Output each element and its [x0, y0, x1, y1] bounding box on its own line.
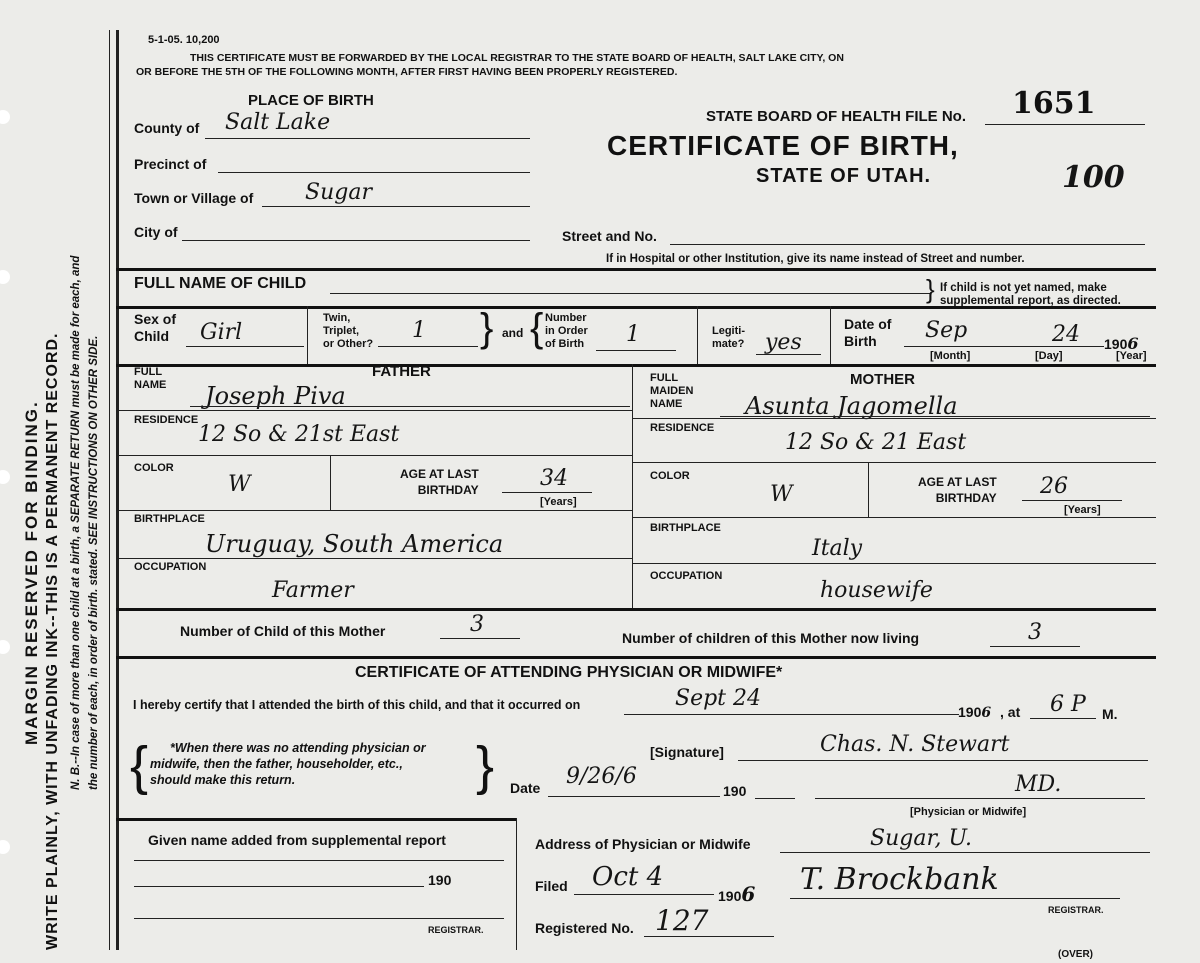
filed-value: Oct 4	[592, 862, 664, 892]
supplemental-year: 190	[428, 872, 452, 888]
father-age-value: 34	[540, 466, 568, 491]
legitimate-value: yes	[765, 330, 802, 355]
father-years-caption: [Years]	[540, 496, 577, 508]
certify-text: I hereby certify that I attended the birth of this child, and that it occurred on	[133, 698, 581, 712]
note-brace-left: {	[130, 736, 149, 796]
role-caption: [Physician or Midwife]	[910, 806, 1027, 818]
mother-age-value: 26	[1040, 474, 1068, 499]
sex-value: Girl	[200, 320, 243, 345]
filed-label: Filed	[535, 878, 568, 894]
twin-value: 1	[412, 318, 426, 343]
child-name-label: FULL NAME OF CHILD	[134, 275, 307, 292]
over-label: (OVER)	[1058, 949, 1093, 960]
hospital-note: If in Hospital or other Institution, give its name instead of Street and number.	[606, 253, 1025, 265]
filed-year: 1906	[718, 882, 756, 906]
margin-note-line1: N. B.--In case of more than one child at a birth, a SEPARATE RETURN must be made for each, and	[70, 255, 82, 790]
registered-value: 127	[655, 904, 709, 937]
date-of-birth-label: Date of Birth	[844, 316, 892, 349]
children-living-value: 3	[1028, 620, 1042, 645]
father-residence-label: RESIDENCE	[134, 414, 199, 426]
birth-year-prefix: 1906	[1104, 334, 1139, 353]
form-left-border	[116, 30, 119, 950]
child-name-note-2: supplemental report, as directed.	[940, 295, 1121, 307]
father-birthplace-value: Uruguay, South America	[205, 530, 504, 558]
certificate-title: CERTIFICATE OF BIRTH,	[607, 130, 959, 161]
date-label: Date	[510, 780, 541, 796]
occurred-year: 1906	[958, 704, 992, 721]
sex-label: Sex of Child	[134, 311, 177, 344]
order-value: 1	[626, 322, 640, 347]
at-label: , at	[1000, 704, 1021, 720]
physician-signature: Chas. N. Stewart	[820, 732, 1010, 757]
m-label: M.	[1102, 706, 1118, 722]
margin-permanent-text: WRITE PLAINLY, WITH UNFADING INK--THIS IS A PERMANENT RECORD.	[44, 332, 61, 950]
child-name-note-1: If child is not yet named, make	[940, 282, 1107, 294]
mother-residence-value: 12 So & 21 East	[785, 430, 967, 455]
mother-occupation-value: housewife	[820, 578, 933, 603]
father-occupation-value: Farmer	[272, 578, 354, 603]
physician-note: *When there was no attending physician or midwife, then the father, householder, etc., should make this return.	[150, 741, 426, 787]
mother-occupation-label: OCCUPATION	[650, 570, 723, 582]
city-label: City of	[134, 224, 178, 240]
order-brace: {	[530, 306, 544, 350]
county-value: Salt Lake	[225, 110, 331, 135]
father-name-value: Joseph Piva	[205, 382, 346, 410]
birth-day-value: 24	[1052, 322, 1080, 347]
mother-birthplace-value: Italy	[812, 536, 863, 561]
mother-color-value: W	[770, 482, 793, 507]
address-label: Address of Physician or Midwife	[535, 836, 751, 852]
mother-residence-label: RESIDENCE	[650, 422, 715, 434]
order-label: Number in Order of Birth	[545, 312, 588, 350]
occurred-time-value: 6 P	[1050, 692, 1086, 717]
mother-color-label: COLOR	[650, 470, 690, 482]
legitimate-label: Legiti- mate?	[712, 325, 745, 350]
mother-name-label: FULL MAIDEN NAME	[650, 372, 694, 410]
year-caption: [Year]	[1116, 350, 1147, 362]
mother-birthplace-label: BIRTHPLACE	[650, 522, 721, 534]
mother-heading: MOTHER	[850, 371, 915, 388]
street-label: Street and No.	[562, 228, 657, 244]
header-notice-1: THIS CERTIFICATE MUST BE FORWARDED BY THE LOCAL REGISTRAR TO THE STATE BOARD OF HEALTH, SALT LAKE CITY, ON	[190, 52, 844, 64]
day-caption: [Day]	[1035, 350, 1063, 362]
precinct-label: Precinct of	[134, 156, 207, 172]
father-name-label: FULL NAME	[134, 366, 167, 391]
place-of-birth-heading: PLACE OF BIRTH	[248, 92, 374, 109]
town-label: Town or Village of	[134, 190, 254, 206]
mother-name-value: Asunta Jagomella	[745, 392, 958, 420]
twin-label: Twin, Triplet, or Other?	[323, 312, 374, 350]
month-caption: [Month]	[930, 350, 971, 362]
mother-years-caption: [Years]	[1064, 504, 1101, 516]
father-residence-value: 12 So & 21st East	[198, 422, 400, 447]
father-color-value: W	[228, 472, 251, 497]
file-number-label: STATE BOARD OF HEALTH FILE No.	[706, 108, 966, 125]
and-label: and	[502, 326, 524, 340]
supplemental-registrar: REGISTRAR.	[428, 925, 484, 935]
local-number: 100	[1062, 160, 1125, 195]
registrar-caption: REGISTRAR.	[1048, 905, 1104, 915]
registered-label: Registered No.	[535, 920, 634, 936]
supplemental-label: Given name added from supplemental report	[148, 832, 446, 848]
father-color-label: COLOR	[134, 462, 174, 474]
signature-label: [Signature]	[650, 744, 724, 760]
mother-age-label: AGE AT LAST BIRTHDAY	[918, 475, 997, 505]
address-value: Sugar, U.	[870, 826, 973, 851]
date-value: 9/26/6	[566, 764, 637, 789]
county-label: County of	[134, 120, 200, 136]
header-notice-2: OR BEFORE THE 5TH OF THE FOLLOWING MONTH, AFTER FIRST HAVING BEEN PROPERLY REGISTERED.	[136, 66, 678, 78]
occurred-date-value: Sept 24	[675, 686, 762, 711]
date-year: 190	[723, 783, 747, 799]
physician-heading: CERTIFICATE OF ATTENDING PHYSICIAN OR MIDWIFE*	[355, 664, 783, 681]
father-occupation-label: OCCUPATION	[134, 561, 207, 573]
father-birthplace-label: BIRTHPLACE	[134, 513, 205, 525]
form-code: 5-1-05. 10,200	[148, 34, 220, 46]
form-left-border-inner	[109, 30, 110, 950]
child-name-brace: }	[926, 274, 935, 304]
father-age-label: AGE AT LAST BIRTHDAY	[400, 467, 479, 497]
children-living-label: Number of children of this Mother now living	[622, 630, 920, 646]
twin-brace: }	[480, 306, 494, 350]
margin-binding-text: MARGIN RESERVED FOR BINDING.	[22, 400, 41, 745]
parents-divider	[632, 364, 633, 608]
physician-title: MD.	[1015, 772, 1062, 797]
margin-note-line2: the number of each, in order of birth. stated. SEE INSTRUCTIONS ON OTHER SIDE.	[88, 335, 100, 790]
child-number-value: 3	[470, 612, 484, 637]
child-number-label: Number of Child of this Mother	[180, 623, 386, 639]
town-value: Sugar	[305, 180, 372, 205]
birth-month-value: Sep	[925, 318, 968, 343]
father-heading: FATHER	[372, 363, 431, 380]
note-brace-right: }	[476, 736, 495, 796]
state-label: STATE OF UTAH.	[756, 165, 932, 187]
file-number-value: 1651	[1012, 86, 1096, 121]
supplemental-box-right	[516, 818, 517, 950]
registrar-signature: T. Brockbank	[800, 862, 999, 897]
